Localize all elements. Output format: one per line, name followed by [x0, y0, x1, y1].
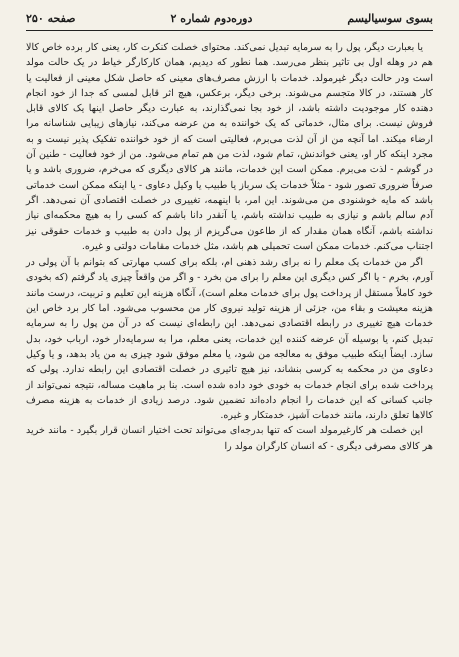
- paragraph: اگر من خدمات یک معلم را نه برای رشد ذهنی ام، بلکه برای کسب مهارتی که بتوانم با آن پولی در آورم، بخرم - یا اگر کس دیگری این معلم را برای من بخرد - و اگر من واقعاً چیزی یاد گرفتم (که بخودی خود کاملاً مستقل از پرداخت پول برای خدمات معلم است)، آنگاه هزینه این تعلیم و تربیت، درست مانند هزینه معیشت و بقاء من، جزئی از هزینه تولید نیروی کار من محسوب می‌شود. اما کار برد خاص این خدمات هیچ تغییری در رابطه اقتصادی نمی‌دهد. این رابطه‌ای نیست که در آن من پول را به سرمایه تبدیل کنم، یا بوسیله آن عرضه کننده این خدمات، یعنی معلم، مرا به سرمایه‌دار خود، ارباب خود، بدل سازد. ایضاً اینکه طبیب موفق به معالجه من شود، یا معلم موفق شود چیزی به من یاد بدهد، و یا وکیل دعاوی من در محکمه به کرسی بنشاند، نیز هیچ تاثیری در خصلت اقتصادی این رابطه ندارد. پولی که پرداخت شده برای انجام خدمات به خودی خود داده شده است. بنا بر ماهیت مساله، نتیجه نمی‌تواند از جانب کسانی که این خدمات را انجام داده‌اند تضمین شود. درصد زیادی از خدمات به هزینه مصرف کالاها تعلق دارند، مانند خدمات آشپز، خدمتکار و غیره.: [26, 257, 433, 422]
- journal-title: بسوی سوسیالیسم: [347, 11, 433, 25]
- header-divider: [26, 30, 433, 31]
- paragraph: یا بعبارت دیگر، پول را به سرمایه تبدیل نمی‌کند. محتوای خصلت کنکرت کار، یعنی کار برده خاص کالا هم در وهله اول بی تاثیر بنظر می‌رسد. هما نطور که دیدیم، همان کارکارگر خیاط در یک حالت مولد است ودر حالت دیگر غیرمولد. خدمات با ارزش مصرف‌های معینی که حاصل شکل معینی از فعالیت یا کار هستند، در کالا متجسم می‌شوند. برخی دیگر، برعکس، هیچ اثر قابل لمسی که جدا از خود انجام دهنده کار موجودیت داشته باشد، از خود بجا نمی‌گذارند، به عبارت دیگر حاصل اینها یک کالای قابل فروش نیست. برای مثال، خدماتی که یک خواننده به من عرضه می‌کند، نیازهای زیبایی شناسانه مرا ارضاء میکند. اما آنچه من از آن لذت می‌برم، فعالیتی است که از خود خواننده تفکیک پذیر نیست و به مجرد اینکه کار او، یعنی خواندنش، تمام شود، لذت من هم تمام می‌شود. من از خود فعالیت - طنین آن در گوشم - لذت می‌برم. ممکن است این خدمات، مانند هر کالای دیگری که می‌خرم، ضروری باشد و یا صرفاً ضروری تصور شود - مثلاً خدمات یک سرباز یا طبیب یا وکیل دعاوی - یا اینکه ممکن است خدماتی باشد که مایه خوشنودی من می‌شوند. این امر، با اینهمه، تغییری در خصلت اقتصادی آن نمی‌دهد. اگر آدم سالم باشم و نیازی به طبیب نداشته باشم، یا آنقدر دانا باشم که کسی را به هیچ محکمه‌ای نیاز نداشته باشم، آنگاه همان مقدار که از طاعون می‌گریزم از پول دادن به طبیب و خدمات حقوقی نیز اجتناب می‌کنم. خدمات ممکن است تحمیلی هم باشد، مثل خدمات مقامات دولتی و غیره.: [26, 42, 433, 252]
- paragraph: این خصلت هر کارغیرمولد است که تنها بدرجه‌ای می‌تواند تحت اختیار انسان قرار بگیرد - مانند خرید هر کالای مصرفی دیگری - که انسان کارگران مولد را: [26, 425, 433, 452]
- issue-number: دوره‌دوم شماره ۲: [170, 11, 253, 25]
- article-body: [26, 40, 433, 454]
- page-header: [26, 8, 433, 28]
- page-number: صفحه ۲۵۰: [26, 11, 76, 25]
